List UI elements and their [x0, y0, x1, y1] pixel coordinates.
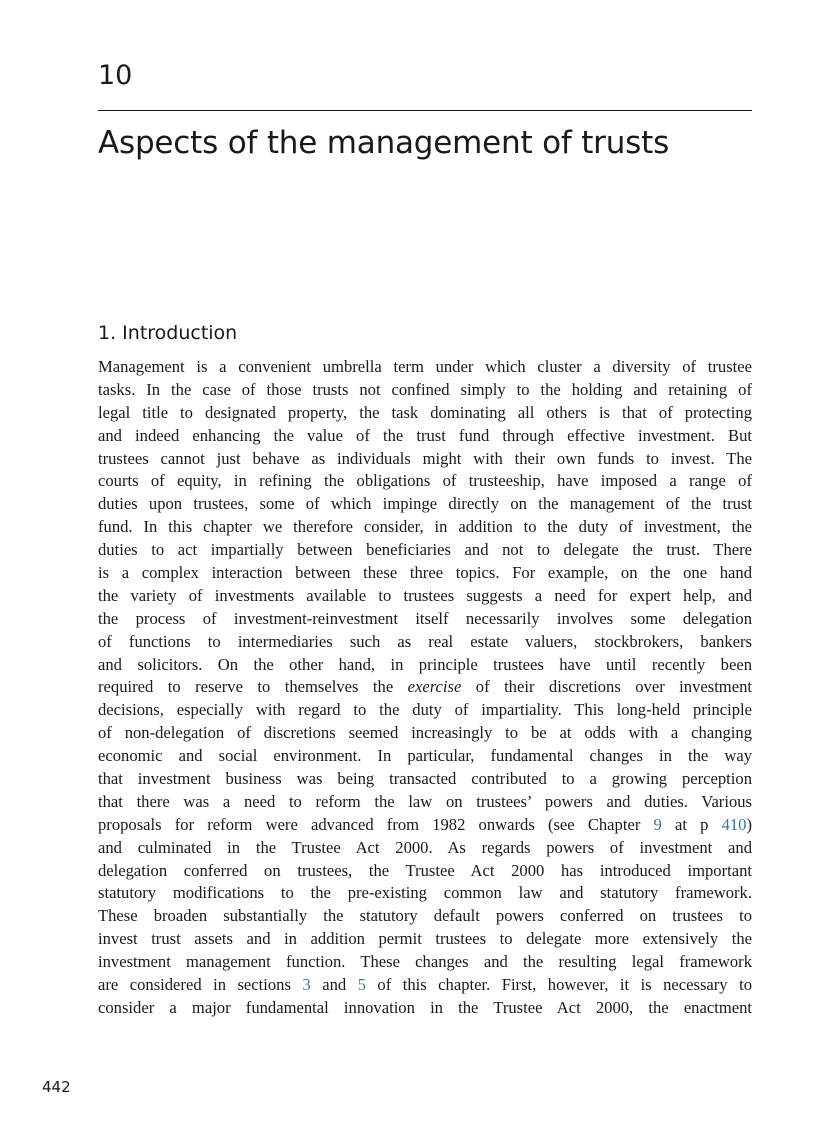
body-line: tasks. In the case of those trusts not confined simply to the holding and retaining of	[98, 379, 752, 399]
body-line: delegation conferred on trustees, the Trustee Act 2000 has introduced important	[98, 860, 752, 880]
body-line: legal title to designated property, the task dominating all others is that of protecting	[98, 402, 752, 422]
body-line: the variety of investments available to trustees suggests a need for expert help, and	[98, 585, 752, 605]
body-line: duties to act impartially between beneficiaries and not to delegate the trust. There	[98, 540, 752, 560]
chapter-rule-divider	[98, 110, 752, 111]
section-cross-reference-link[interactable]: 3	[302, 975, 311, 995]
body-text-segment: are considered in sections	[98, 975, 303, 995]
body-line: the process of investment-reinvestment itself necessarily involves some delegation	[98, 608, 752, 628]
emphasis-exercise: exercise	[407, 677, 462, 697]
page-cross-reference-link[interactable]: 410	[721, 814, 747, 834]
body-line: Management is a convenient umbrella term under which cluster a diversity of trustee	[98, 357, 752, 376]
body-line: and solicitors. On the other hand, in principle trustees have until recently been	[98, 654, 752, 674]
body-line: These broaden substantially the statutory default powers conferred on trustees to	[98, 906, 752, 926]
body-text-segment: and	[310, 975, 358, 995]
body-line	[98, 676, 752, 699]
body-line: is a complex interaction between these three topics. For example, on the one hand	[98, 563, 752, 583]
body-line: consider a major fundamental innovation in the Trustee Act 2000, the enactment	[98, 997, 752, 1017]
page-number: 442	[42, 1078, 71, 1096]
body-line: of functions to intermediaries such as real estate valuers, stockbrokers, bankers	[98, 631, 752, 651]
body-line: statutory modifications to the pre-existing common law and statutory framework.	[98, 883, 752, 903]
body-line: trustees cannot just behave as individuals might with their own funds to invest. The	[98, 448, 752, 468]
body-line: decisions, especially with regard to the duty of impartiality. This long-held principle	[98, 700, 752, 720]
body-text-segment: )	[746, 814, 752, 834]
body-line: that there was a need to reform the law on trustees’ powers and duties. Various	[98, 791, 752, 811]
body-line: invest trust assets and in addition permit trustees to delegate more extensively the	[98, 929, 752, 949]
body-line: that investment business was being transacted contributed to a growing perception	[98, 769, 752, 789]
body-line: duties upon trustees, some of which impinge directly on the management of the trust	[98, 494, 752, 514]
body-text-segment: required to reserve to themselves the	[98, 677, 408, 697]
body-line: fund. In this chapter we therefore consider, in addition to the duty of investment, the	[98, 517, 752, 537]
chapter-title: Aspects of the management of trusts	[98, 125, 670, 161]
body-text-segment: at p	[661, 814, 722, 834]
section-heading: 1. Introduction	[98, 322, 238, 344]
body-line: of non-delegation of discretions seemed increasingly to be at odds with a changing	[98, 723, 752, 743]
body-line: and indeed enhancing the value of the trust fund through effective investment. But	[98, 425, 752, 445]
body-text-segment: of this chapter. First, however, it is necessary to	[365, 975, 752, 995]
body-line: courts of equity, in refining the obligations of trusteeship, have imposed a range of	[98, 471, 752, 491]
body-line: and culminated in the Trustee Act 2000. As regards powers of investment and	[98, 837, 752, 857]
section-cross-reference-link[interactable]: 5	[357, 975, 366, 995]
body-line: economic and social environment. In particular, fundamental changes in the way	[98, 746, 752, 766]
body-text-segment: proposals for reform were advanced from 1982 onwards (see Chapter	[98, 814, 654, 834]
body-line	[98, 814, 752, 837]
chapter-cross-reference-link[interactable]: 9	[653, 814, 662, 834]
body-line: investment management function. These changes and the resulting legal framework	[98, 952, 752, 972]
body-line	[98, 974, 752, 997]
chapter-number: 10	[98, 60, 133, 91]
body-text-segment: of their discretions over investment	[461, 677, 752, 697]
body-paragraph	[98, 356, 752, 1020]
